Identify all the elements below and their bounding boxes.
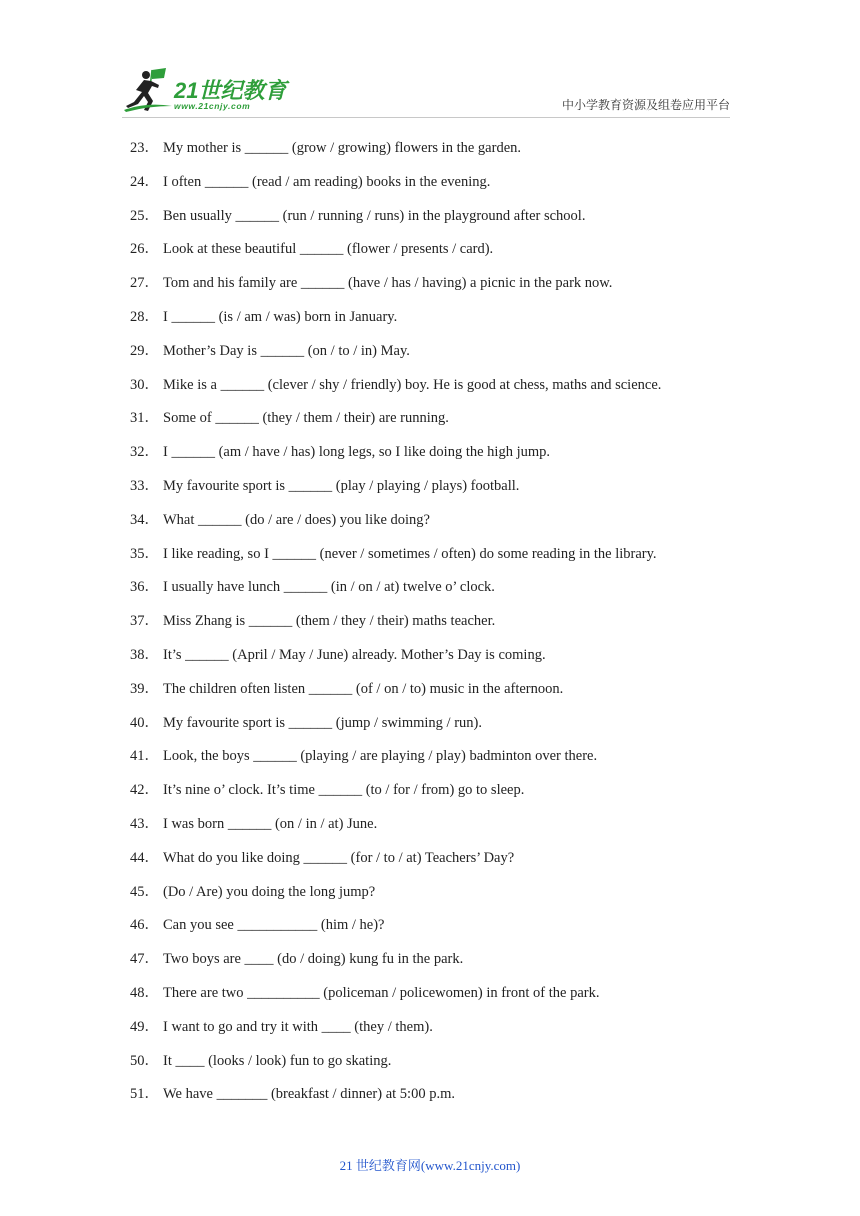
logo-text: 21世纪教育 <box>174 78 287 103</box>
question-text: Look at these beautiful ______ (flower / presents / card). <box>163 241 494 258</box>
question-number: 50． <box>130 1052 159 1069</box>
question-item <box>130 206 730 240</box>
question-text: What do you like doing ______ (for / to / at) Teachers’ Day? <box>163 849 515 866</box>
question-item <box>130 611 730 645</box>
question-item <box>130 949 730 983</box>
question-item <box>130 375 730 409</box>
question-item <box>130 780 730 814</box>
question-number: 47． <box>130 951 159 968</box>
header-divider <box>122 117 730 118</box>
platform-title: 中小学教育资源及组卷应用平台 <box>561 98 730 112</box>
question-number: 49． <box>130 1018 159 1035</box>
question-item <box>130 882 730 916</box>
question-text: My mother is ______ (grow / growing) flowers in the garden. <box>163 140 522 156</box>
page-header <box>0 0 860 120</box>
question-number: 42． <box>130 782 159 799</box>
question-text: It’s ______ (April / May / June) already. Mother’s Day is coming. <box>163 646 546 663</box>
question-number: 29． <box>130 342 159 359</box>
question-number: 43． <box>130 815 159 832</box>
question-item <box>130 1084 730 1118</box>
question-item <box>130 341 730 375</box>
question-number: 35． <box>130 545 159 562</box>
question-text: I want to go and try it with ____ (they / them). <box>163 1018 433 1035</box>
question-number: 33． <box>130 477 159 494</box>
question-item <box>130 239 730 273</box>
question-text: Two boys are ____ (do / doing) kung fu in the park. <box>163 951 464 968</box>
question-text: It’s nine o’ clock. It’s time ______ (to / for / from) go to sleep. <box>163 782 525 799</box>
question-item <box>130 983 730 1017</box>
question-text: I was born ______ (on / in / at) June. <box>163 815 378 832</box>
question-text: We have _______ (breakfast / dinner) at 5:00 p.m. <box>163 1086 455 1103</box>
question-item <box>130 307 730 341</box>
page-footer: 21 世纪教育网(www.21cnjy.com) <box>339 1158 521 1173</box>
question-number: 36． <box>130 579 159 596</box>
question-item <box>130 408 730 442</box>
question-number: 41． <box>130 748 159 765</box>
question-list <box>130 138 730 1118</box>
question-number: 39． <box>130 680 159 697</box>
question-text: It ____ (looks / look) fun to go skating. <box>163 1052 392 1069</box>
question-number: 48． <box>130 984 159 1001</box>
question-number: 40． <box>130 714 159 731</box>
question-text: I ______ (is / am / was) born in January. <box>163 308 398 325</box>
question-item <box>130 442 730 476</box>
question-number: 38． <box>130 646 159 663</box>
question-text: There are two __________ (policeman / policewomen) in front of the park. <box>163 984 600 1001</box>
question-text: What ______ (do / are / does) you like doing? <box>163 511 430 528</box>
question-number: 46． <box>130 917 159 934</box>
question-item <box>130 746 730 780</box>
question-text: Miss Zhang is ______ (them / they / their) maths teacher. <box>163 613 496 630</box>
question-text: My favourite sport is ______ (play / playing / plays) football. <box>163 477 520 494</box>
question-item <box>130 1017 730 1051</box>
question-item <box>130 679 730 713</box>
question-number: 44． <box>130 849 159 866</box>
question-text: Tom and his family are ______ (have / has / having) a picnic in the park now. <box>163 275 613 292</box>
question-text: Can you see ___________ (him / he)? <box>163 917 385 934</box>
question-text: Ben usually ______ (run / running / runs) in the playground after school. <box>163 207 586 224</box>
question-item <box>130 848 730 882</box>
question-item <box>130 172 730 206</box>
question-text: Look, the boys ______ (playing / are playing / play) badminton over there. <box>163 748 598 765</box>
question-text: I often ______ (read / am reading) books in the evening. <box>163 173 491 190</box>
question-number: 32． <box>130 444 159 461</box>
question-number: 34． <box>130 511 159 528</box>
question-number: 31． <box>130 410 159 427</box>
runner-logo-icon <box>122 66 178 114</box>
question-text: I usually have lunch ______ (in / on / at) twelve o’ clock. <box>163 579 495 596</box>
question-item <box>130 138 730 172</box>
question-number: 45． <box>130 883 159 900</box>
question-item <box>130 577 730 611</box>
question-number: 26． <box>130 241 159 258</box>
question-number: 27． <box>130 275 159 292</box>
question-item <box>130 510 730 544</box>
question-number: 24． <box>130 173 159 190</box>
question-number: 30． <box>130 376 159 393</box>
question-text: Mother’s Day is ______ (on / to / in) May. <box>163 342 410 359</box>
question-text: I ______ (am / have / has) long legs, so I like doing the high jump. <box>163 444 551 461</box>
question-item <box>130 1051 730 1085</box>
question-text: Some of ______ (they / them / their) are running. <box>163 410 449 427</box>
question-text: My favourite sport is ______ (jump / swimming / run). <box>163 714 482 731</box>
question-item <box>130 645 730 679</box>
question-number: 37． <box>130 613 159 630</box>
question-number: 28． <box>130 308 159 325</box>
question-item <box>130 273 730 307</box>
site-logo <box>122 66 292 116</box>
question-text: (Do / Are) you doing the long jump? <box>163 883 376 900</box>
question-text: The children often listen ______ (of / on / to) music in the afternoon. <box>163 680 564 697</box>
question-item <box>130 814 730 848</box>
question-item <box>130 915 730 949</box>
question-item <box>130 544 730 578</box>
question-text: I like reading, so I ______ (never / sometimes / often) do some reading in the library. <box>163 545 657 562</box>
question-number: 25． <box>130 207 159 224</box>
question-item <box>130 476 730 510</box>
question-number: 51． <box>130 1086 159 1103</box>
question-number: 23． <box>130 140 159 156</box>
question-item <box>130 713 730 747</box>
logo-url: www.21cnjy.com <box>174 101 251 111</box>
question-text: Mike is a ______ (clever / shy / friendly) boy. He is good at chess, maths and science. <box>163 376 662 393</box>
